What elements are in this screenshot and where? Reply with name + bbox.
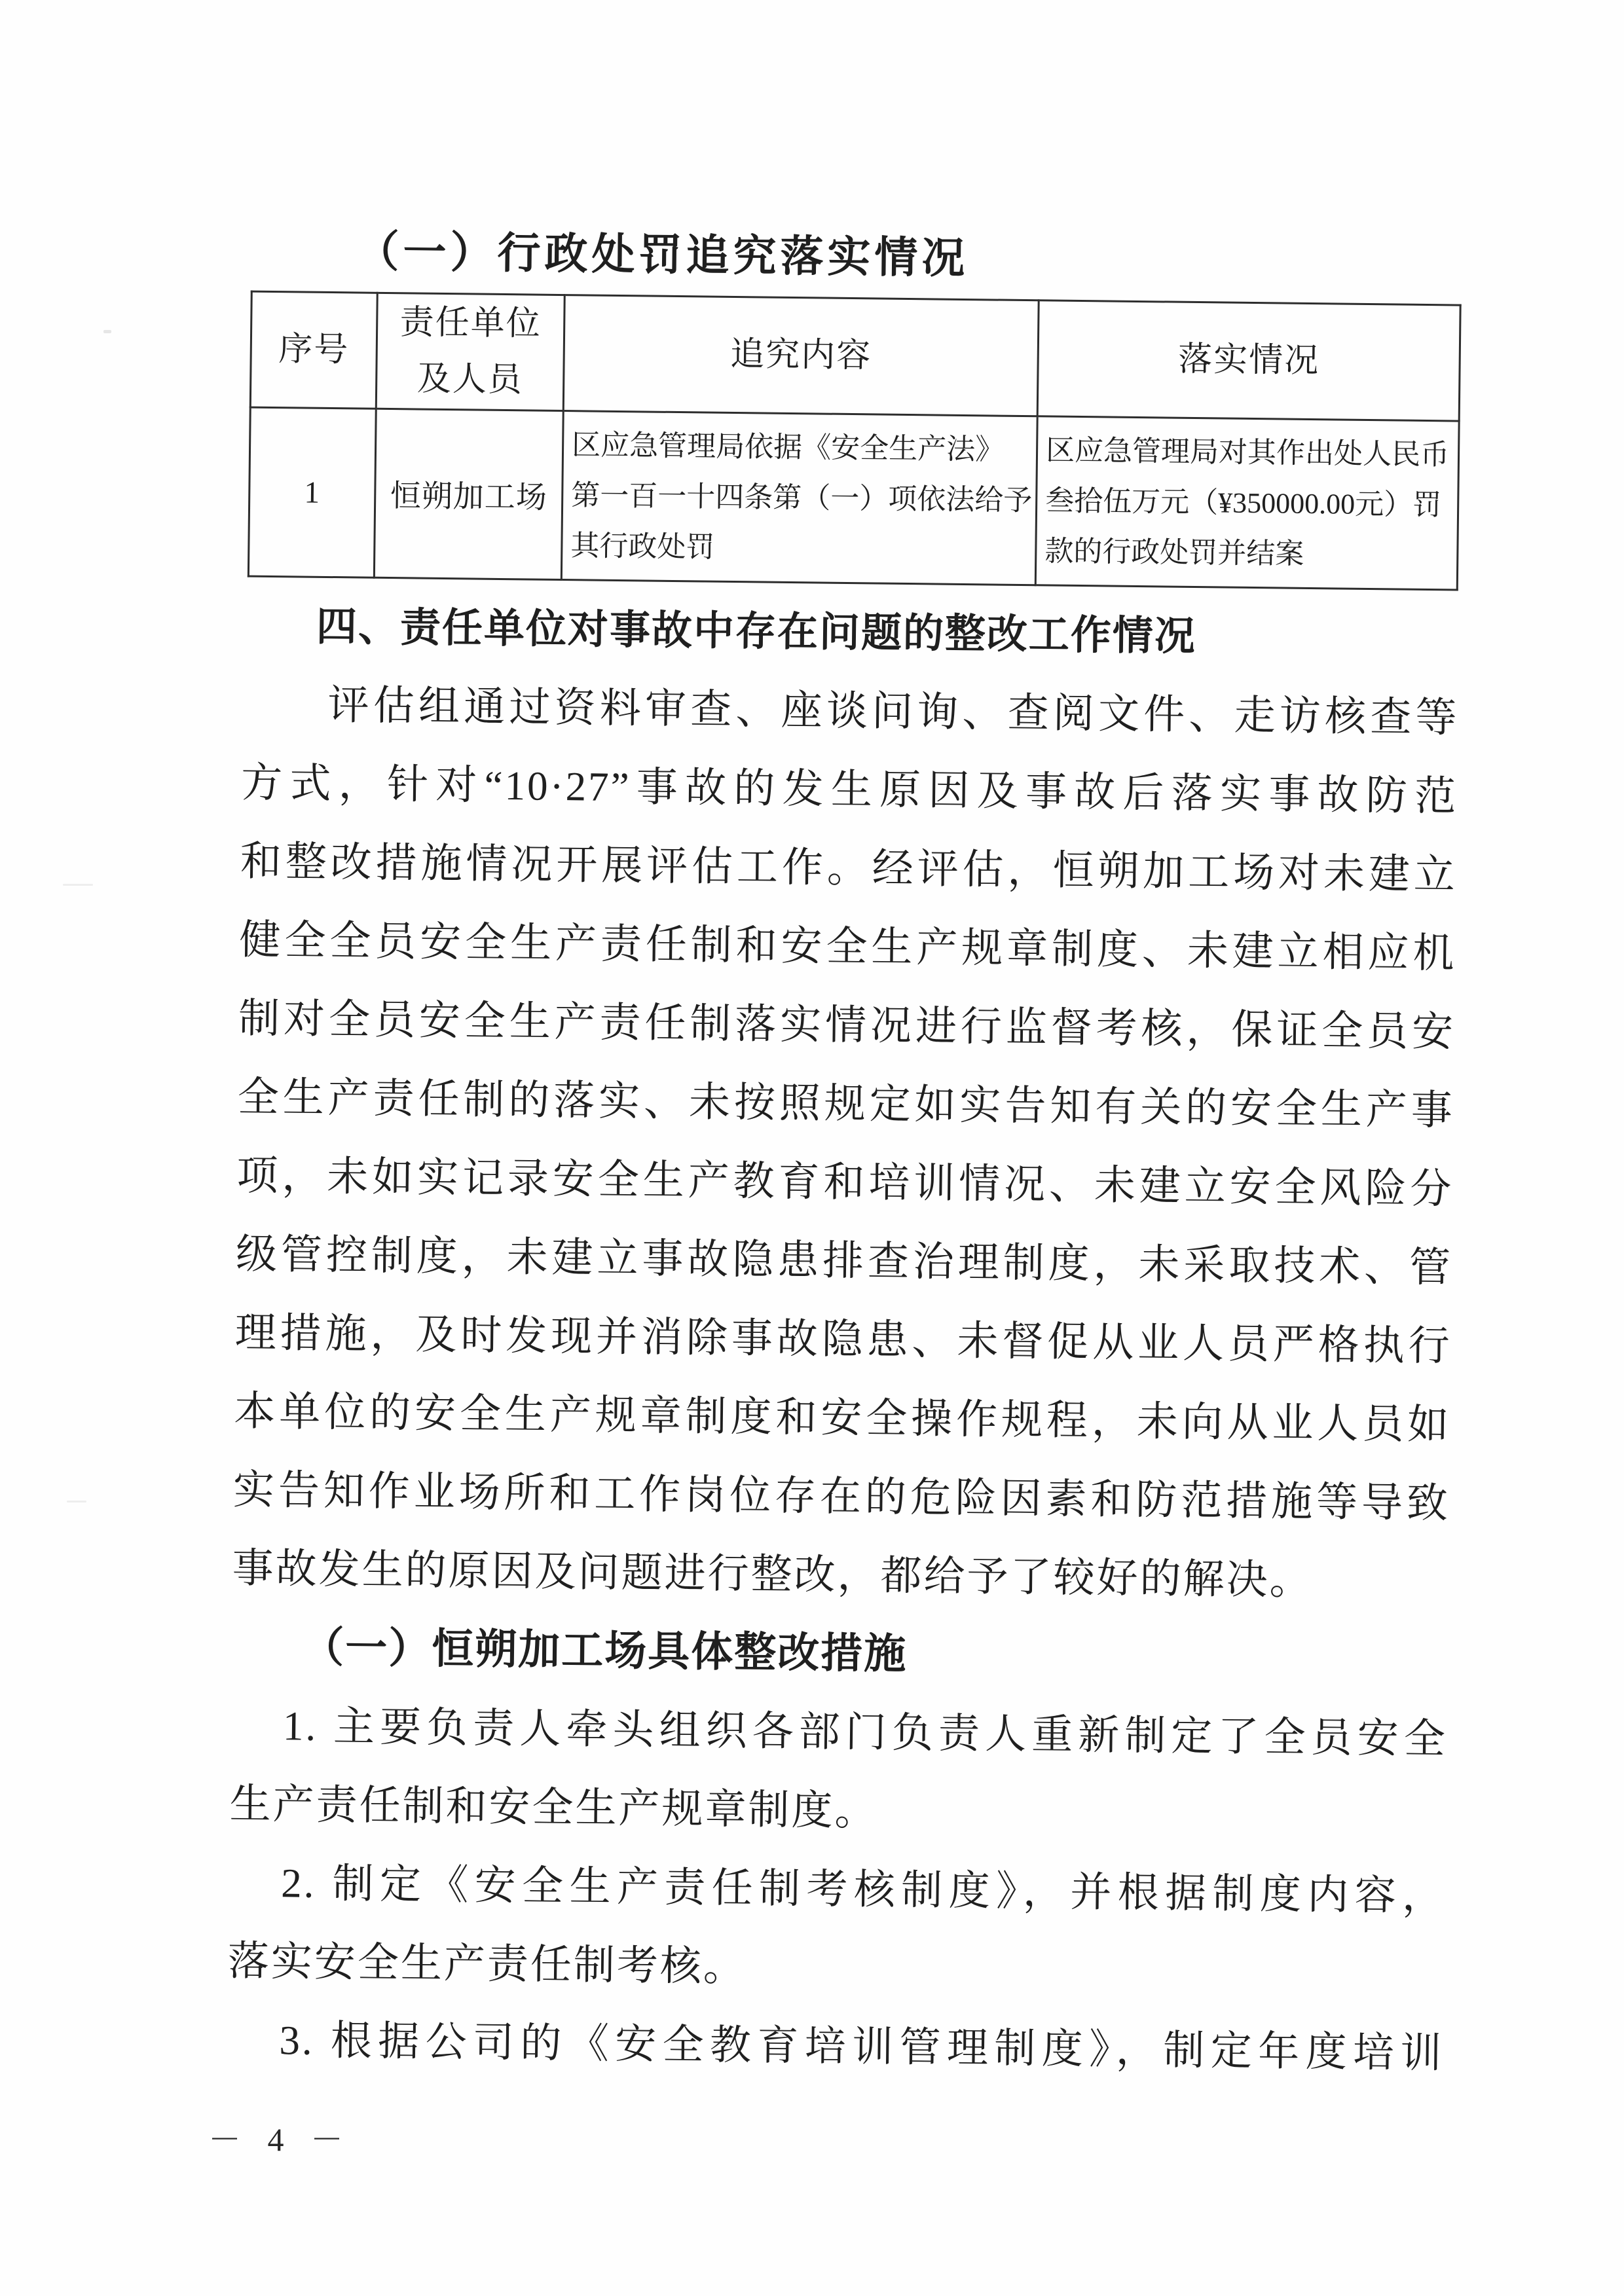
paragraph-line: 健全全员安全生产责任制和安全生产规章制度、未建立相应机	[239, 917, 1456, 977]
cell-serial: 1	[248, 407, 376, 577]
page-number: － 4 －	[208, 2121, 352, 2158]
paragraph-line: 事故发生的原因及问题进行整改，都给予了较好的解决。	[232, 1545, 1313, 1604]
list-item-line: 生产责任制和安全生产规章制度。	[229, 1781, 878, 1834]
table-data-row	[248, 407, 1459, 590]
scan-artifact	[103, 330, 111, 333]
header-cell-status: 落实情况	[1037, 301, 1460, 421]
header-cell-content: 追究内容	[563, 295, 1039, 416]
cell-status	[1035, 416, 1459, 590]
paragraph-line: 和整改措施情况开展评估工作。经评估，恒朔加工场对未建立	[240, 838, 1458, 898]
list-item-3	[227, 2000, 1444, 2092]
cell-unit: 恒朔加工场	[374, 409, 563, 579]
cell-text-line: 第一百一十四条第（一）项依法给予	[571, 479, 1033, 517]
list-item-line: 3. 根据公司的《安全教育培训管理制度》，制定年度培训	[279, 2017, 1444, 2077]
paragraph-line: 项，未如实记录安全生产教育和培训情况、未建立安全风险分	[236, 1152, 1454, 1212]
paragraph-line: 全生产责任制的落实、未按照规定如实告知有关的安全生产事	[237, 1074, 1455, 1134]
list-item-line: 2. 制定《安全生产责任制考核制度》，并根据制度内容，	[280, 1860, 1446, 1920]
rectification-subheading: （一）恒朔加工场具体整改措施	[301, 1624, 908, 1678]
paragraph-line: 评估组通过资料审查、座谈问询、查阅文件、走访核查等	[327, 682, 1459, 741]
paragraph-line: 本单位的安全生产规章制度和安全操作规程，未向从业人员如	[233, 1388, 1451, 1448]
header-cell-unit: 责任单位及人员	[376, 293, 564, 410]
cell-text-line: 叁拾伍万元（¥350000.00元）罚	[1044, 484, 1442, 522]
list-item-1	[229, 1686, 1448, 1857]
header-cell-serial: 序号	[250, 291, 377, 409]
paragraph-line: 理措施，及时发现并消除事故隐患、未督促从业人员严格执行	[234, 1309, 1452, 1370]
assessment-paragraph	[232, 665, 1459, 1622]
paragraph-line: 级管控制度，未建立事故隐患排查治理制度，未采取技术、管	[235, 1231, 1453, 1291]
cell-text-line: 区应急管理局依据《安全生产法》	[571, 429, 1005, 466]
scan-artifact	[63, 884, 93, 886]
paragraph-line: 实告知作业场所和工作岗位存在的危险因素和防范措施等导致	[232, 1467, 1450, 1527]
cell-text-line: 其行政处罚	[570, 530, 715, 564]
punishment-table	[248, 291, 1462, 591]
list-item-line: 1. 主要负责人牵头组织各部门负责人重新制定了全员安全	[282, 1703, 1448, 1762]
cell-text-line: 区应急管理局对其作出处人民币	[1045, 434, 1450, 471]
cell-text-line: 款的行政处罚并结案	[1044, 535, 1304, 570]
scan-artifact	[67, 1501, 86, 1503]
list-item-line: 落实安全生产责任制考核。	[227, 1938, 747, 1990]
section4-heading: 四、责任单位对事故中存在问题的整改工作情况	[316, 604, 1197, 660]
subsection-punishment-heading: （一）行政处罚追究落实情况	[356, 228, 969, 283]
body-text	[227, 665, 1459, 2093]
paragraph-line: 制对全员安全生产责任制落实情况进行监督考核，保证全员安	[238, 995, 1456, 1055]
table-header-row	[250, 291, 1460, 421]
paragraph-line: 方式，针对“10·27”事故的发生原因及事故后落实事故防范	[240, 759, 1458, 820]
list-item-2	[227, 1843, 1446, 2014]
scan-content	[227, 221, 1464, 2093]
cell-content	[561, 411, 1037, 585]
